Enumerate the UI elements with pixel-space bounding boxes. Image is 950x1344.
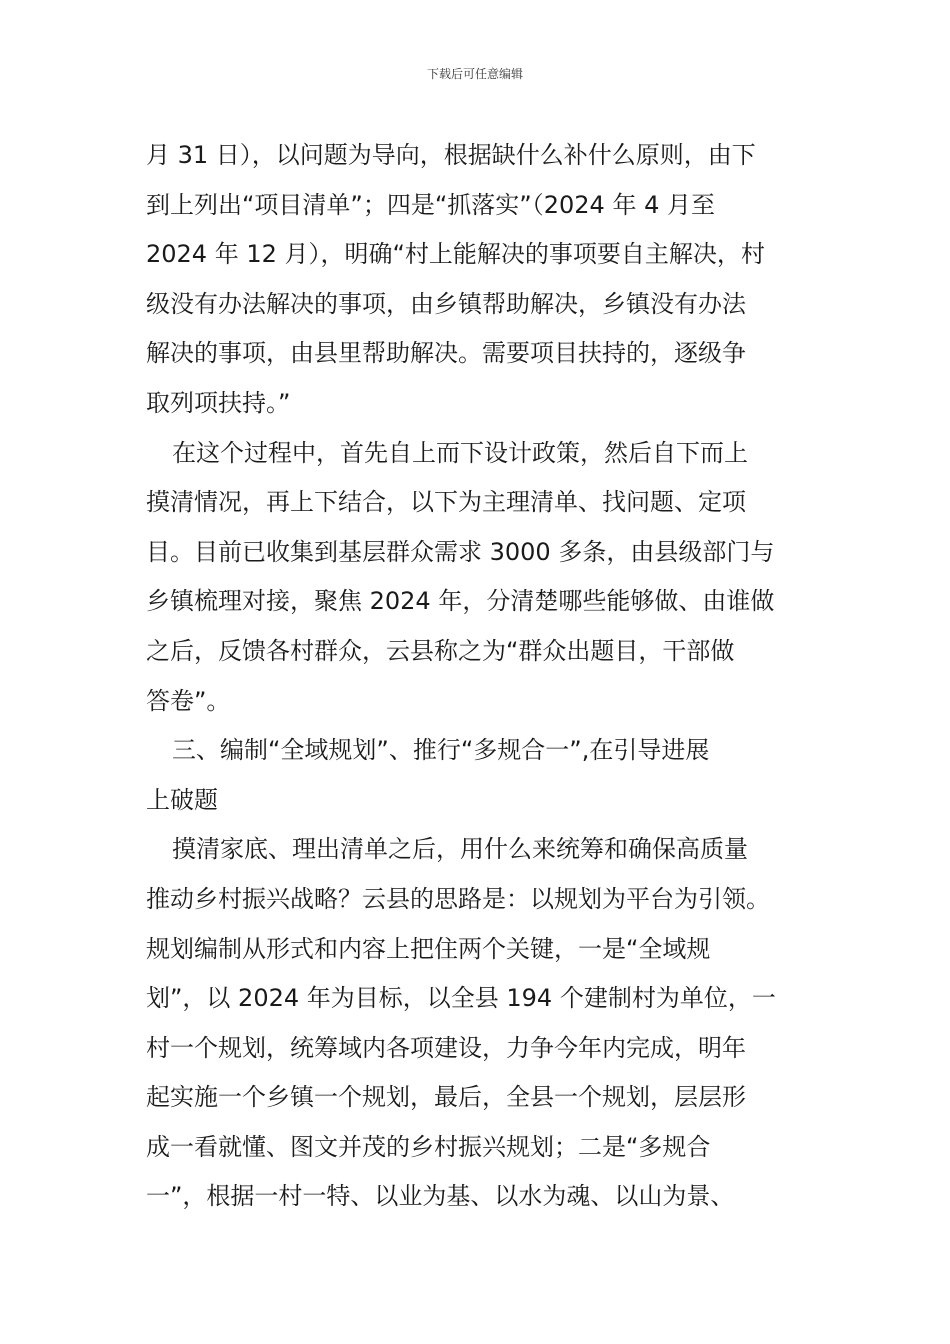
section-heading: [146, 726, 808, 825]
text-line: 2024 年 12 月），明确“村上能解决的事项要自主解决，村: [146, 240, 765, 269]
text-line: 取列项扶持。”: [146, 388, 291, 417]
text-line: 村一个规划，统筹域内各项建设，力争今年内完成，明年: [146, 1033, 746, 1062]
text-line: 一”，根据一村一特、以业为基、以水为魂、以山为景、: [146, 1182, 735, 1211]
text-line: 月 31 日），以问题为导向，根据缺什么补什么原则，由下: [146, 141, 756, 169]
text-line: 起实施一个乡镇一个规划，最后，全县一个规划，层层形: [146, 1083, 746, 1112]
text-line: 之后，反馈各村群众，云县称之为“群众出题目，干部做: [146, 636, 735, 665]
text-line: 目。目前已收集到基层群众需求 3000 多条，由县级部门与: [146, 537, 775, 566]
text-line: 摸清家底、理出清单之后，用什么来统筹和确保高质量: [172, 835, 748, 864]
paragraph-2: [146, 429, 808, 727]
text-line: 到上列出“项目清单”；四是“抓落实”（2024 年 4 月至: [146, 190, 715, 219]
heading-line: 三、编制“全域规划”、推行“多规合一”,在引导进展: [172, 736, 710, 765]
text-line: 在这个过程中，首先自上而下设计政策，然后自下而上: [172, 438, 748, 467]
text-line: 划”，以 2024 年为目标，以全县 194 个建制村为单位，一: [146, 984, 776, 1013]
text-line: 成一看就懂、图文并茂的乡村振兴规划；二是“多规合: [146, 1132, 711, 1161]
text-line: 推动乡村振兴战略？云县的思路是：以规划为平台为引领。: [146, 884, 770, 913]
paragraph-3: [146, 825, 808, 1222]
heading-line: 上破题: [146, 785, 218, 814]
text-line: 答卷”。: [146, 686, 231, 715]
page-header: 下载后可任意编辑: [426, 67, 523, 81]
document-body: [146, 131, 808, 1222]
text-line: 级没有办法解决的事项，由乡镇帮助解决，乡镇没有办法: [146, 289, 746, 318]
text-line: 摸清情况，再上下结合，以下为主理清单、找问题、定项: [146, 488, 746, 517]
text-line: 规划编制从形式和内容上把住两个关键，一是“全域规: [146, 934, 711, 963]
paragraph-1: [146, 131, 808, 429]
text-line: 解决的事项，由县里帮助解决。需要项目扶持的，逐级争: [146, 339, 746, 368]
text-line: 乡镇梳理对接，聚焦 2024 年，分清楚哪些能够做、由谁做: [146, 587, 775, 616]
